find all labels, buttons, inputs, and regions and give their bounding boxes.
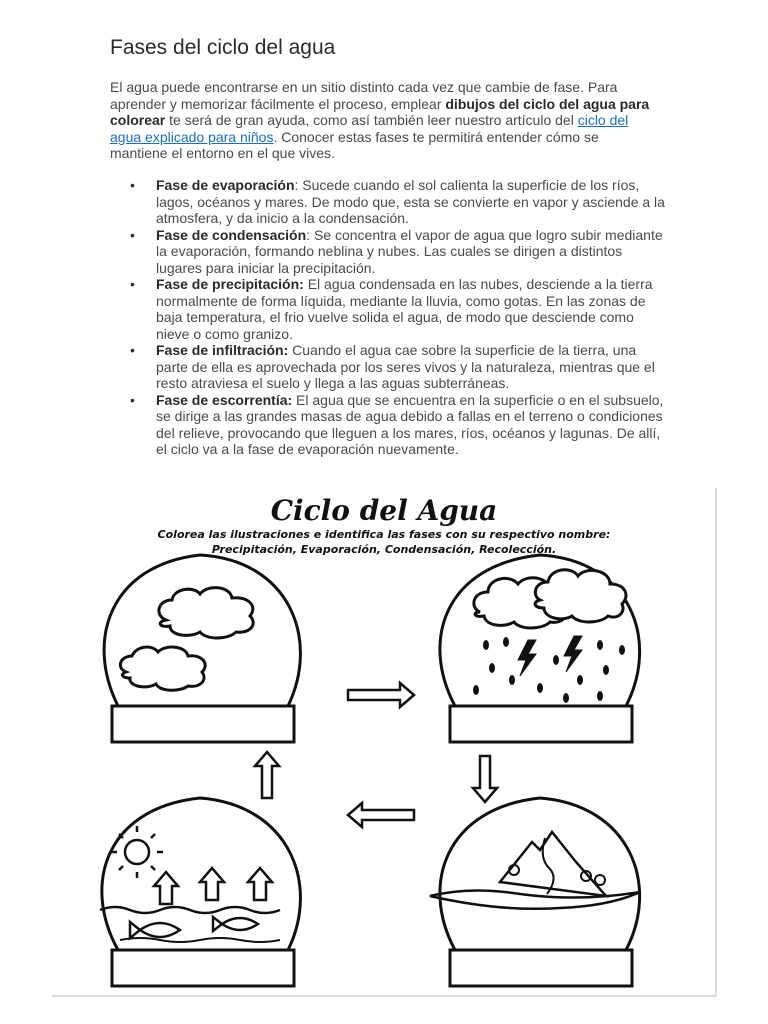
rain-drops [473, 637, 625, 703]
worksheet-instruction-line-1: Colorea las ilustraciones e identifica las fases con su respectivo nombre: [157, 528, 611, 541]
rain-drop [489, 663, 495, 673]
up-arrow-icon [248, 868, 272, 900]
rain-drop [619, 645, 625, 655]
left-arrow-icon [348, 803, 414, 827]
globe-clouds [104, 555, 300, 742]
water-wave [100, 907, 280, 913]
rain-drop [603, 665, 609, 675]
globe-collection [430, 798, 640, 986]
up-arrow-icon [200, 868, 224, 900]
mountain-icon [500, 832, 606, 896]
label-box [112, 706, 294, 742]
phase-name: Fase de escorrentía: [156, 391, 293, 408]
storm-cloud-icon [535, 570, 626, 622]
fish-icon [213, 917, 258, 931]
rain-drop [563, 693, 569, 703]
globe-rain [440, 555, 640, 742]
phase-desc: Cuando el agua cae sobre la superficie de la tierra, una parte de ella es aprovechada por los seres vivos y la naturaleza, mientras que el resto atraviesa el suelo y llega a las aguas subterráneas. [156, 342, 655, 391]
worksheet-instruction-line-2: Precipitación, Evaporación, Condensación, Recolección. [211, 543, 557, 556]
lightning-icon [564, 636, 582, 672]
cloud-icon [159, 588, 253, 638]
rain-drop [553, 655, 559, 665]
phase-desc: El agua que se encuentra en la superficie o en el subsuelo, se dirige a las grandes masas de agua debido a fallas en el terreno o condiciones del relieve, provocando que lleguen a los mares, ríos, océanos y lagunas. De allí, el ciclo va a la fase de evaporación nuevamente. [156, 391, 664, 457]
phase-name: Fase de infiltración: [156, 342, 289, 358]
fish-icon [130, 922, 180, 938]
river-icon [543, 838, 554, 894]
worksheet-instructions [0, 527, 768, 557]
phase-desc: El agua condensada en las nubes, desciende a la tierra normalmente de forma líquida, mediante la lluvia, como gotas. En las zonas de baja temperatura, el frio vuelve solida el agua, de modo que desciende como nieve o como granizo. [156, 276, 653, 342]
intro-text-3: . Conocer estas fases te permitirá entender cómo se mantiene el entorno en el que vives. [110, 128, 599, 161]
page-title: Fases del ciclo del agua [110, 36, 336, 59]
right-arrow-icon [348, 683, 414, 707]
cloud-icon [120, 647, 205, 690]
sun-icon [125, 840, 149, 864]
up-arrow-icon [154, 872, 178, 904]
rain-drop [577, 675, 583, 685]
label-box [450, 706, 632, 742]
intro-text-2: te será de gran ayuda, como así también leer nuestro artículo del [165, 112, 578, 128]
phase-name: Fase de condensación [156, 226, 307, 243]
phase-desc: : Sucede cuando el sol calienta la superficie de los ríos, lagos, océanos y mares. De modo que, esta se convierte en vapor y asciende a la atmosfera, y da inicio a la condensación. [156, 177, 665, 226]
phase-name: Fase de evaporación [156, 177, 295, 193]
globe-dome [440, 798, 640, 950]
rain-drop [483, 640, 489, 650]
rain-drop [597, 640, 603, 650]
intro-text-1: El agua puede encontrarse en un sitio distinto cada vez que cambie de fase. Para aprender y memorizar fácilmente el proceso, emplear [110, 79, 618, 112]
up-arrow-icon [255, 752, 279, 798]
tree-icon [595, 875, 605, 885]
rain-drop [597, 691, 603, 701]
down-arrow-icon [473, 756, 497, 802]
water-cycle-article-link[interactable]: ciclo del agua explicado para niños [110, 112, 629, 145]
rain-drop [473, 685, 479, 695]
label-box [450, 950, 632, 986]
phase-desc: : Se concentra el vapor de agua que logro subir mediante la evaporación, formando neblina y nubes. Las cuales se dirigen a distintos lugares para iniciar la precipitación. [156, 226, 663, 276]
rain-drop [503, 637, 509, 647]
rain-drop [537, 683, 543, 693]
sun-rays [111, 826, 163, 878]
lake-icon [430, 890, 640, 908]
lightning-icon [518, 640, 536, 676]
globe-dome [102, 798, 301, 950]
rain-drop [509, 675, 515, 685]
phase-name: Fase de precipitación: [156, 276, 304, 292]
worksheet-title: Ciclo del Agua [270, 494, 498, 527]
globe-evaporation [100, 798, 300, 986]
intro-bold: dibujos del ciclo del agua para colorear [110, 95, 650, 128]
label-box [112, 950, 294, 986]
water-wave [120, 938, 280, 942]
